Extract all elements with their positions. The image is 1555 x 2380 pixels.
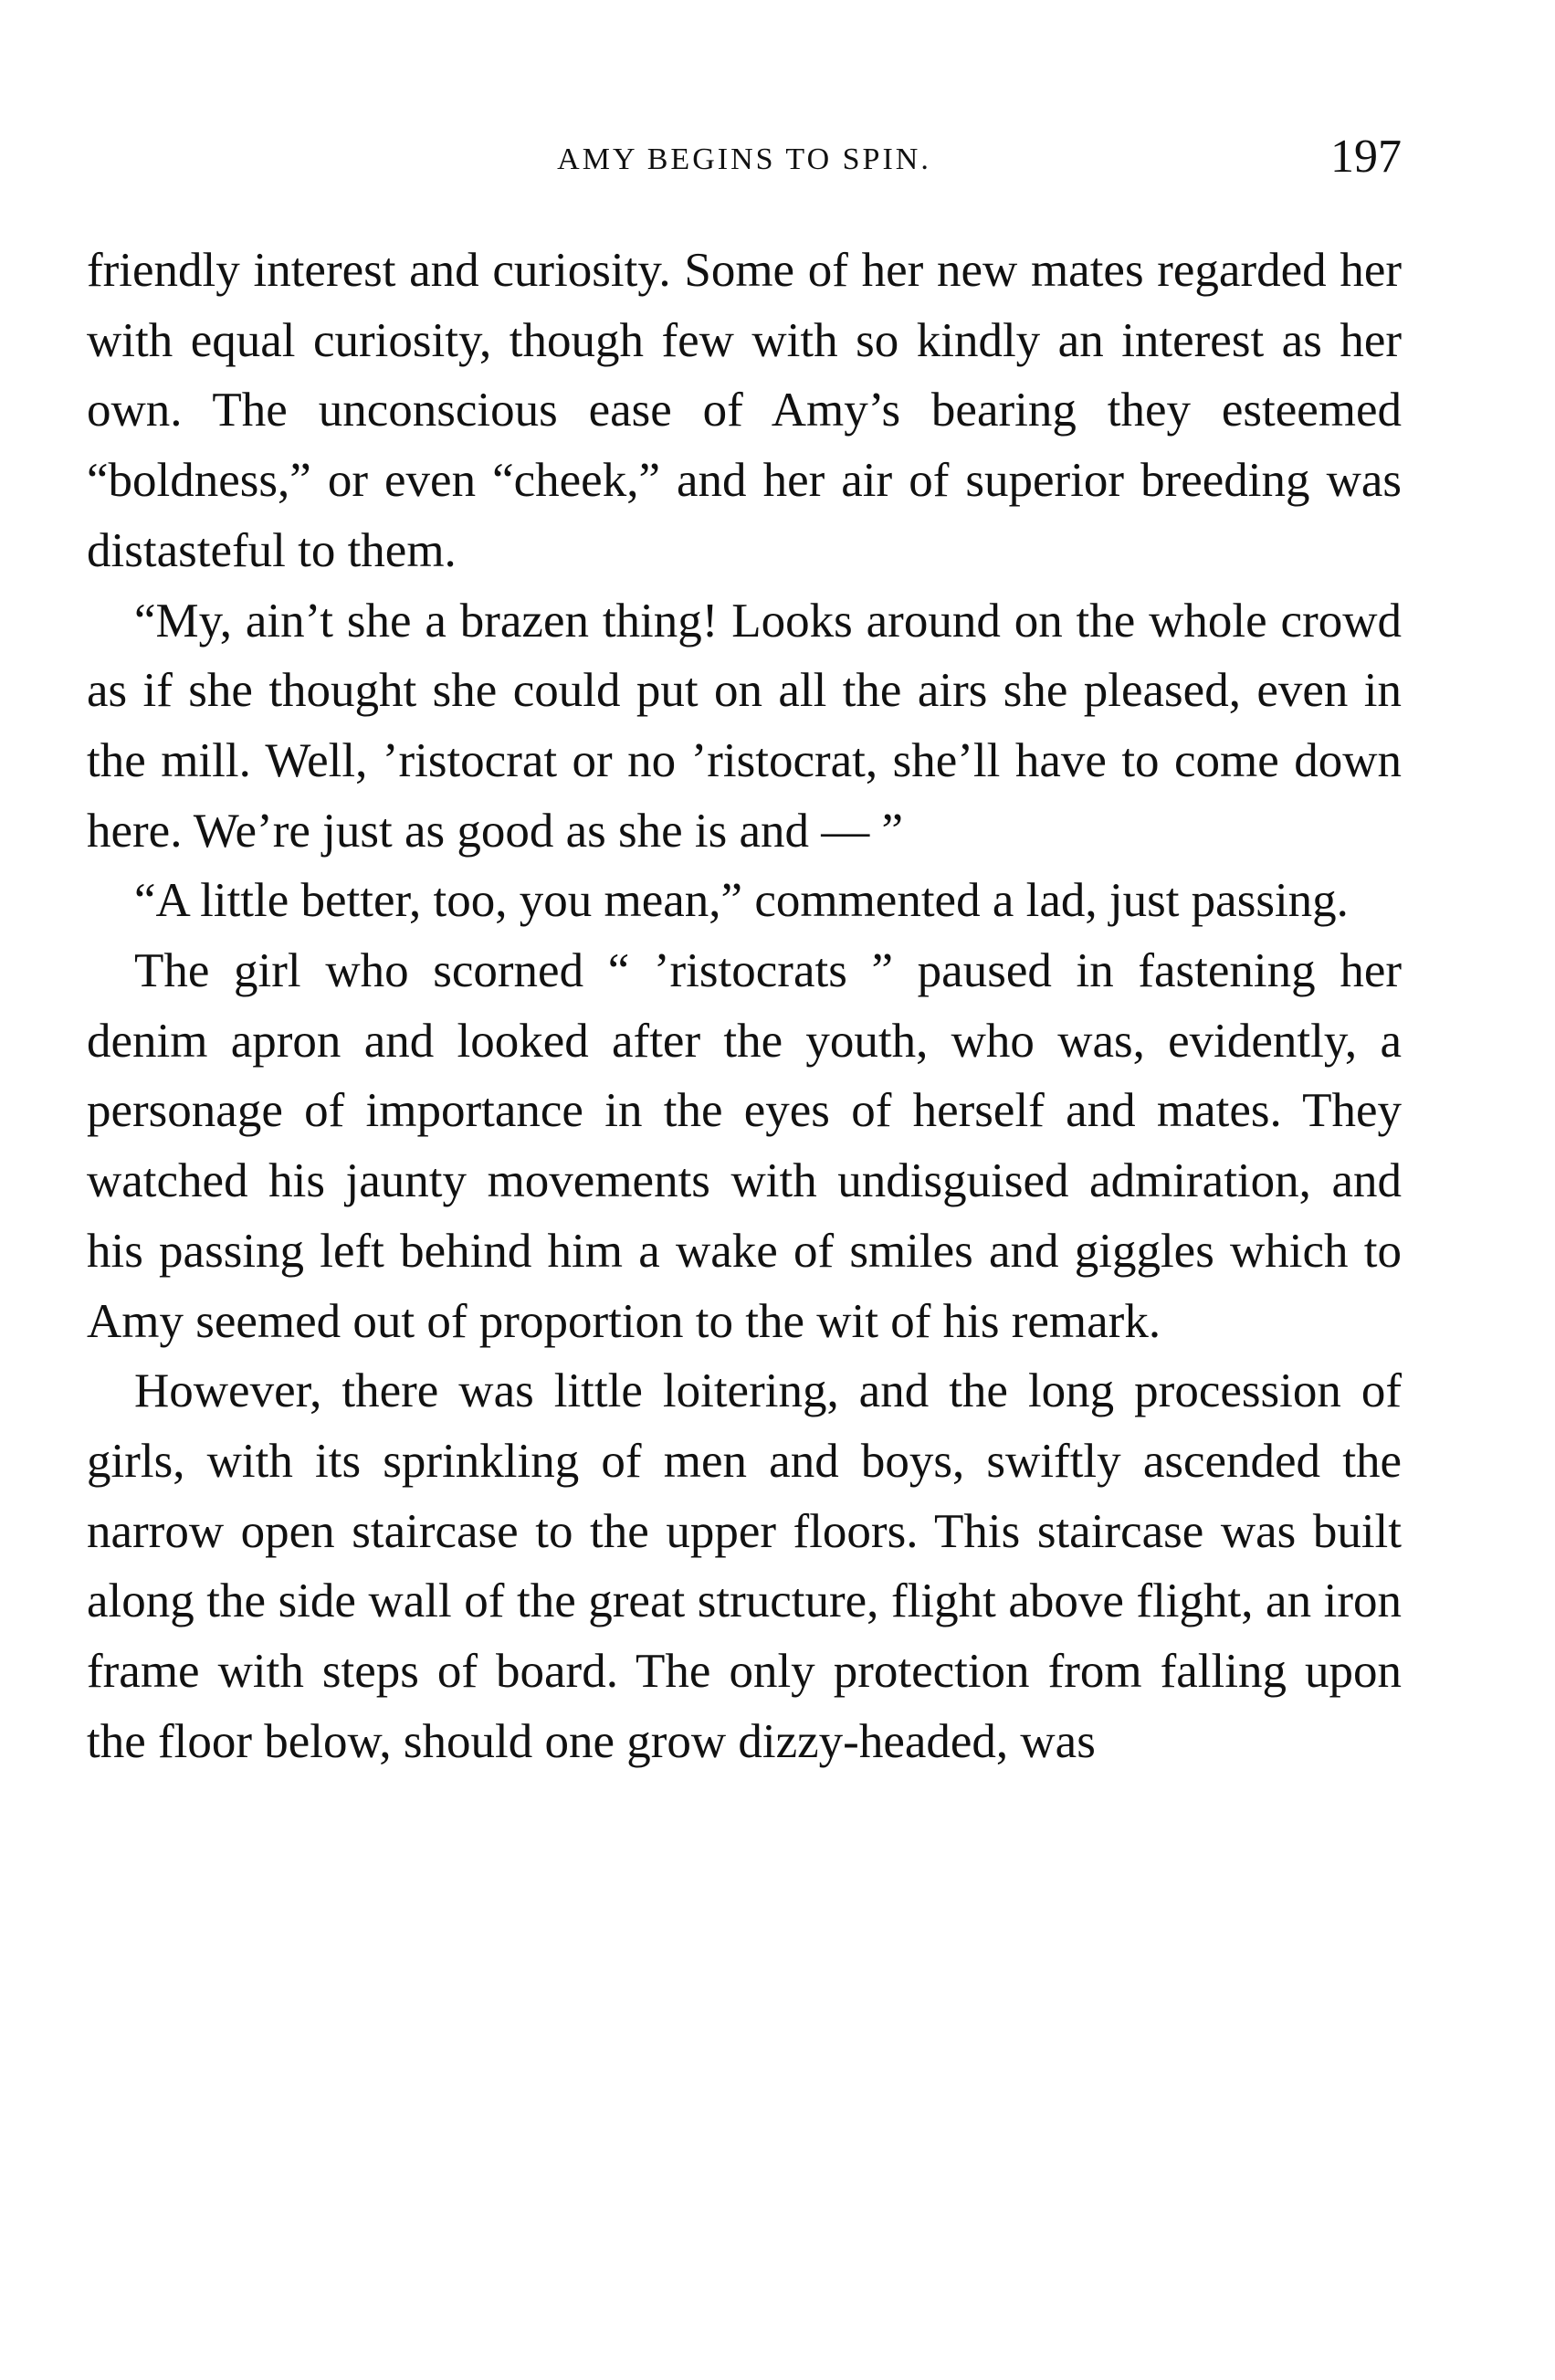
- paragraph: “My, ain’t she a brazen thing! Looks around on the whole crowd as if she thought she could put on all the airs she pleased, even in the mill. Well, ’ristocrat or no ’ristocrat, she’ll have to come down here. We’re just as good as she is and — ”: [87, 594, 1402, 858]
- body-text: [87, 236, 1402, 1776]
- page-number: 197: [1330, 131, 1402, 183]
- paragraph: “A little better, too, you mean,” commented a lad, just passing.: [134, 874, 1349, 928]
- paragraph-continued: friendly interest and curiosity. Some of her new mates regarded her with equal curiosity, though few with so kindly an interest as her own. The unconscious ease of Amy’s bearing they esteemed “boldness,” or even “cheek,” and her air of superior breeding was distasteful to them.: [87, 244, 1402, 577]
- paragraph: However, there was little loitering, and the long procession of girls, with its sprinkling of men and boys, swiftly ascended the narrow open staircase to the upper floors. This staircase was built along the side wall of the great structure, flight above flight, an iron frame with steps of board. The only protection from falling upon the floor below, should one grow dizzy-headed, was: [87, 1364, 1402, 1768]
- running-title: AMY BEGINS TO SPIN.: [557, 142, 931, 176]
- running-head: [87, 132, 1402, 196]
- paragraph: The girl who scorned “ ’ristocrats ” paused in fastening her denim apron and looked after the youth, who was, evidently, a personage of importance in the eyes of herself and mates. They watched his jaunty movements with undisguised admiration, and his passing left behind him a wake of smiles and giggles which to Amy seemed out of proportion to the wit of his remark.: [87, 944, 1402, 1348]
